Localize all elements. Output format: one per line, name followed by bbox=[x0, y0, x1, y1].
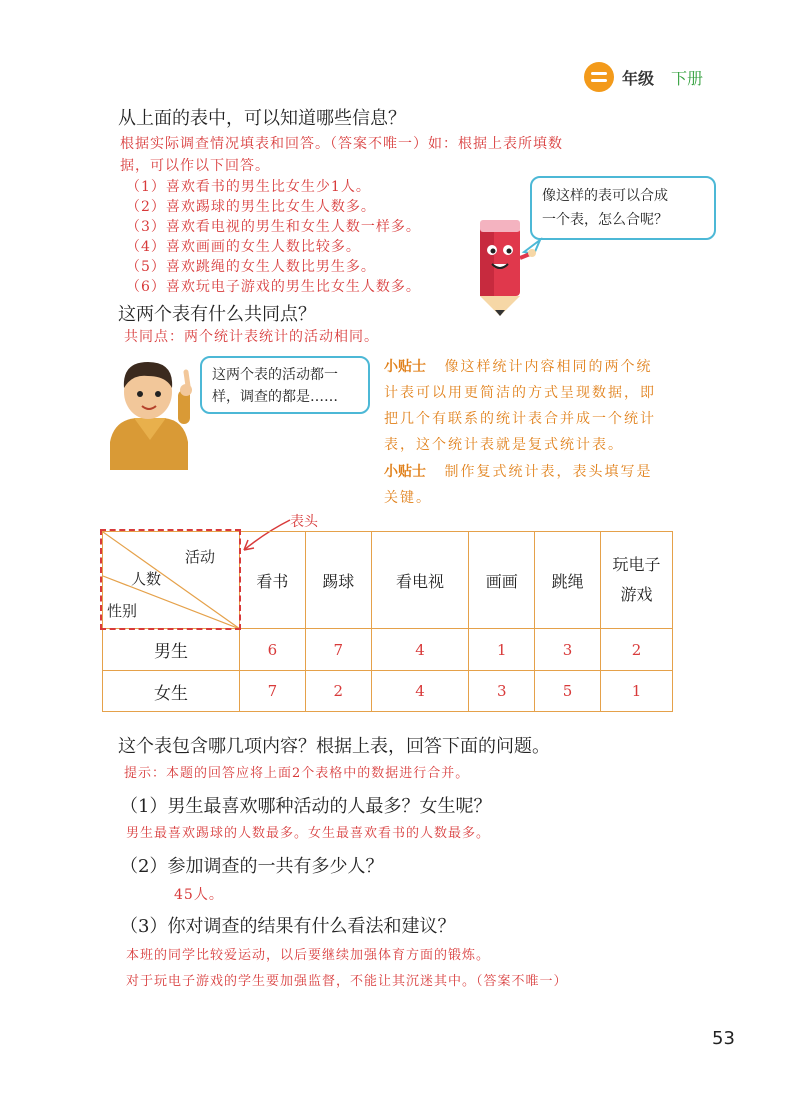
boy-character-icon bbox=[104, 350, 200, 470]
answer-item: （1）喜欢看书的男生比女生少1人。 bbox=[126, 179, 371, 195]
corner-gender-label: 性别 bbox=[107, 602, 138, 620]
sub-question-3: （3）你对调查的结果有什么看法和建议？ bbox=[120, 916, 456, 937]
tip-1-text: 像这样统计内容相同的两个统 bbox=[444, 359, 653, 375]
table-header-annotation: 表头 bbox=[290, 514, 318, 530]
table-cell: 3 bbox=[535, 629, 601, 671]
answer-2: 共同点：两个统计表统计的活动相同。 bbox=[124, 329, 379, 345]
pencil-character-icon bbox=[462, 210, 552, 320]
table-cell: 2 bbox=[305, 671, 371, 712]
tip-1-line-2: 计表可以用更简洁的方式呈现数据，即 bbox=[384, 385, 656, 401]
table-cell: 1 bbox=[469, 629, 535, 671]
tip-1-line-3: 把几个有联系的统计表合并成一个统计 bbox=[384, 411, 656, 427]
sub-question-1: （1）男生最喜欢哪种活动的人最多？女生呢？ bbox=[120, 796, 492, 817]
column-header: 踢球 bbox=[305, 532, 371, 629]
question-2: 这两个表有什么共同点？ bbox=[118, 304, 316, 325]
answer-item: （5）喜欢跳绳的女生人数比男生多。 bbox=[126, 259, 376, 275]
boy-speech-bubble bbox=[200, 356, 370, 414]
tip-label: 小贴士 bbox=[384, 359, 426, 375]
tip-label: 小贴士 bbox=[384, 464, 426, 480]
answer-item: （3）喜欢看电视的男生和女生人数一样多。 bbox=[126, 219, 421, 235]
sub-question-2: （2）参加调查的一共有多少人？ bbox=[120, 856, 384, 877]
page-number: 53 bbox=[712, 1028, 735, 1049]
hint: 提示：本题的回答应将上面2个表格中的数据进行合并。 bbox=[124, 766, 470, 781]
answer-intro-line-2: 据，可以作以下回答。 bbox=[120, 158, 270, 174]
tip-1-line-4: 表，这个统计表就是复式统计表。 bbox=[384, 437, 624, 453]
table-cell: 6 bbox=[240, 629, 306, 671]
table-cell: 4 bbox=[371, 629, 469, 671]
grade-label: 年级 bbox=[622, 69, 655, 88]
question-3: 这个表包含哪几项内容？根据上表，回答下面的问题。 bbox=[118, 736, 550, 757]
boy-bubble-line-2: 样，调查的都是…… bbox=[212, 389, 338, 405]
sub-answer-1: 男生最喜欢踢球的人数最多。女生最喜欢看书的人数最多。 bbox=[126, 826, 491, 841]
book-volume-label: 下册 bbox=[671, 69, 704, 88]
column-header: 玩电子游戏 bbox=[601, 532, 673, 629]
grade-two-badge-icon bbox=[584, 62, 614, 92]
pencil-speech-bubble bbox=[530, 176, 716, 240]
answer-intro-line-1: 根据实际调查情况填表和回答。（答案不唯一）如：根据上表所填数 bbox=[120, 136, 563, 152]
table-header-highlight bbox=[100, 529, 241, 630]
table-row bbox=[103, 629, 673, 671]
boy-bubble-line-1: 这两个表的活动都一 bbox=[212, 367, 338, 383]
sub-answer-2: 45人。 bbox=[174, 887, 224, 903]
column-header: 看书 bbox=[240, 532, 306, 629]
tip-1-line-1 bbox=[384, 356, 652, 376]
column-header: 看电视 bbox=[371, 532, 469, 629]
table-cell: 1 bbox=[601, 671, 673, 712]
table-cell: 3 bbox=[469, 671, 535, 712]
table-cell: 4 bbox=[371, 671, 469, 712]
corner-activity-label: 活动 bbox=[185, 548, 216, 566]
table-cell: 5 bbox=[535, 671, 601, 712]
tip-2-line-1 bbox=[384, 461, 652, 481]
row-label: 男生 bbox=[103, 629, 240, 671]
pencil-bubble-line-1: 像这样的表可以合成 bbox=[542, 188, 668, 204]
compound-statistics-table bbox=[102, 531, 673, 712]
table-cell: 7 bbox=[240, 671, 306, 712]
table-row bbox=[103, 671, 673, 712]
column-header: 画画 bbox=[469, 532, 535, 629]
tip-2-text: 制作复式统计表，表头填写是 bbox=[444, 464, 653, 480]
sub-answer-3-line-1: 本班的同学比较爱运动，以后要继续加强体育方面的锻炼。 bbox=[126, 948, 491, 963]
answer-item: （2）喜欢踢球的男生比女生人数多。 bbox=[126, 199, 376, 215]
answer-item: （4）喜欢画画的女生人数比较多。 bbox=[126, 239, 361, 255]
column-header: 跳绳 bbox=[535, 532, 601, 629]
pencil-bubble-line-2: 一个表，怎么合呢？ bbox=[542, 212, 668, 228]
question-1: 从上面的表中，可以知道哪些信息？ bbox=[118, 108, 406, 129]
answer-item: （6）喜欢玩电子游戏的男生比女生人数多。 bbox=[126, 279, 421, 295]
corner-count-label: 人数 bbox=[131, 570, 162, 588]
table-corner-header bbox=[103, 532, 240, 629]
sub-answer-3-line-2: 对于玩电子游戏的学生要加强监督，不能让其沉迷其中。（答案不唯一） bbox=[126, 974, 568, 989]
table-cell: 2 bbox=[601, 629, 673, 671]
row-label: 女生 bbox=[103, 671, 240, 712]
tip-2-line-2: 关键。 bbox=[384, 490, 432, 506]
table-cell: 7 bbox=[305, 629, 371, 671]
